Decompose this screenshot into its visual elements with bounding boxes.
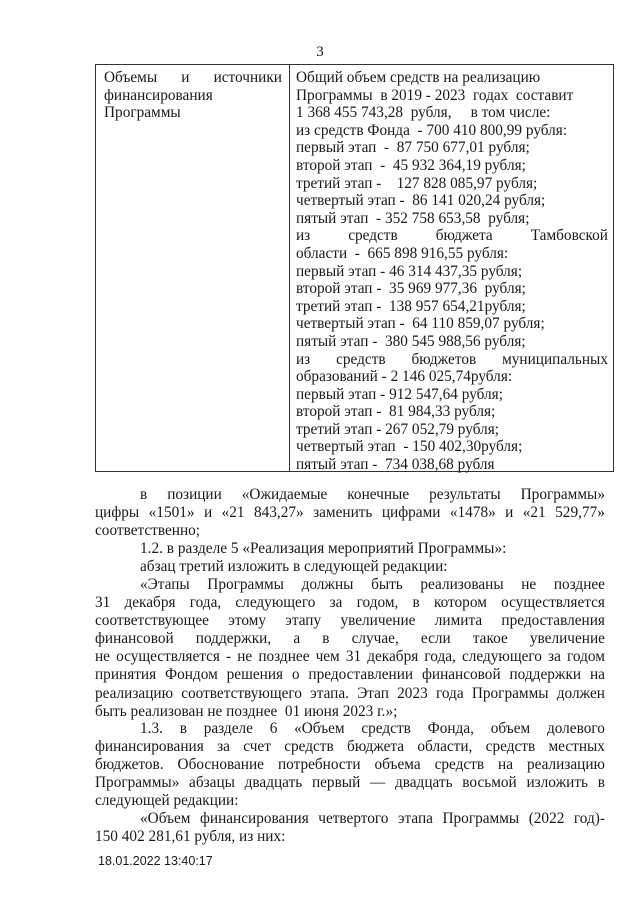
text-line	[95, 810, 605, 828]
word: потребности	[277, 756, 361, 774]
word: года,	[424, 648, 456, 666]
word: позиции	[167, 486, 222, 503]
print-timestamp: 18.01.2022 13:40:17	[98, 854, 213, 868]
word: в	[179, 720, 187, 737]
text-line: пятый этап - 734 038,68 рубля	[296, 456, 495, 474]
word: реализованы	[420, 576, 504, 593]
text-line	[104, 87, 282, 105]
text-line: четвертый этап - 150 402,30рубля;	[296, 438, 523, 456]
word: принятия	[95, 666, 157, 684]
word: Этап	[357, 684, 389, 702]
word: и	[203, 504, 213, 522]
word: бюджета	[435, 227, 493, 245]
word: увеличение	[340, 612, 416, 630]
word: если	[420, 630, 451, 648]
table-label-cell	[104, 69, 282, 122]
word: средств	[485, 738, 536, 756]
word: декабря	[124, 594, 176, 612]
word: поддержки,	[195, 630, 272, 648]
word: (2022	[528, 810, 565, 827]
word: и	[181, 69, 190, 86]
text-line: абзац третий изложить в следующей редакции:	[140, 558, 448, 576]
word: должны	[301, 576, 354, 593]
word: случае,	[351, 630, 399, 648]
word: первый	[311, 774, 361, 792]
text-line: быть реализован не позднее 01 июня 2023 г.»;	[95, 702, 398, 720]
word: лимита	[434, 612, 483, 630]
word: Объемы	[104, 69, 158, 86]
word: 31	[345, 648, 362, 666]
page-number: 3	[316, 44, 324, 60]
text-line: пятый этап - 352 758 653,58 рубля;	[296, 209, 530, 227]
word: в	[140, 486, 148, 503]
word: «21	[522, 504, 546, 522]
word: —	[369, 774, 386, 792]
paragraph-program-stages	[95, 576, 605, 721]
word: счет	[243, 738, 271, 756]
word: «Объем	[140, 810, 191, 827]
word: этапа	[397, 810, 433, 827]
word: четвертого	[318, 810, 389, 827]
text-line: области - 665 898 916,55 рубля:	[296, 244, 509, 262]
word: бюджетов	[411, 350, 477, 368]
table-value-cell	[296, 69, 608, 474]
word: увеличение	[529, 630, 605, 648]
word: муниципальных	[502, 350, 608, 368]
text-line	[95, 612, 605, 630]
word: о	[291, 666, 300, 684]
text-line: первый этап - 912 547,64 рубля;	[296, 385, 503, 403]
text-line	[95, 576, 605, 594]
word: года	[435, 684, 464, 702]
word: «Ожидаемые	[241, 486, 328, 503]
text-line	[95, 630, 605, 648]
word: финансирования	[104, 86, 213, 104]
word: средств	[336, 350, 386, 368]
word: цифрами	[381, 504, 441, 522]
word: этому	[228, 612, 266, 630]
word: заменить	[313, 504, 373, 522]
word: из	[296, 350, 311, 368]
word: предоставления	[501, 612, 605, 630]
text-line: третий этап - 138 957 654,21рубля;	[296, 297, 526, 315]
paragraph-section-6	[95, 720, 605, 810]
word: Тамбовской	[530, 227, 608, 245]
funding-table	[95, 64, 614, 472]
word: долевого	[546, 720, 605, 737]
word: позднее	[258, 648, 310, 666]
text-line	[95, 685, 605, 703]
word: источники	[213, 69, 282, 86]
word: местных	[548, 738, 605, 756]
text-line	[95, 648, 605, 666]
word: «Объем	[294, 720, 345, 737]
word: следующего	[461, 648, 542, 666]
word: не	[521, 576, 537, 593]
word: за	[217, 738, 230, 756]
word: финансовой	[95, 630, 174, 648]
word: этапа.	[310, 684, 349, 702]
text-line	[95, 666, 605, 684]
word: а	[293, 630, 301, 648]
word: финансирования	[199, 810, 309, 827]
text-line: третий этап - 267 052,79 рубля;	[296, 420, 500, 438]
paragraph-fourth-stage	[95, 810, 605, 846]
text-line	[296, 351, 608, 369]
word: двадцать	[394, 774, 453, 792]
word: не	[237, 648, 253, 666]
text-line: 1.2. в разделе 5 «Реализация мероприятий Программы»:	[140, 540, 507, 557]
word: средств	[284, 738, 334, 756]
word: средств	[361, 720, 411, 737]
text-line	[296, 227, 608, 245]
word: осуществляется	[501, 594, 605, 612]
text-line: первый этап - 87 750 677,01 рубля;	[296, 139, 530, 157]
word: 529,77»	[555, 504, 605, 522]
word: финансирования	[95, 738, 204, 756]
text-line	[95, 486, 605, 504]
word: бюджета	[347, 738, 405, 756]
word: двадцать	[244, 774, 303, 792]
word: соответствующего	[181, 684, 302, 702]
word: Программы	[104, 104, 181, 122]
word: Фондом	[165, 666, 218, 684]
word: 31	[95, 594, 111, 612]
word: Программы	[207, 576, 284, 593]
text-line: Программы в 2019 - 2023 годах составит	[296, 86, 574, 104]
word: финансовой	[421, 666, 501, 684]
word: Программы»	[95, 774, 180, 792]
word: соответствующее	[95, 612, 209, 630]
text-line: следующей редакции:	[95, 792, 239, 810]
word: «Этапы	[140, 576, 190, 593]
word: осуществляется	[116, 648, 220, 666]
word: чем	[315, 648, 340, 666]
word: средств	[348, 227, 398, 245]
word: восьмой	[462, 774, 517, 792]
word: «21	[221, 504, 245, 522]
text-line	[95, 594, 605, 612]
paragraph-section-5	[95, 540, 605, 576]
word: в	[597, 774, 605, 792]
word: результаты	[429, 486, 501, 503]
text-line	[95, 774, 605, 792]
text-line: второй этап - 81 984,33 рубля;	[296, 403, 496, 421]
text-line	[104, 69, 282, 87]
word: годом	[566, 648, 605, 666]
word: котором	[433, 594, 487, 612]
word: изложить	[526, 774, 588, 792]
word: в	[412, 594, 420, 612]
word: года,	[189, 594, 222, 612]
word: годом,	[356, 594, 399, 612]
word: быть	[371, 576, 403, 593]
text-line: образований - 2 146 025,74рубля:	[296, 368, 513, 386]
text-line: пятый этап - 380 545 988,56 рубля;	[296, 332, 526, 350]
word: позднее	[553, 576, 605, 593]
text-line	[95, 756, 605, 774]
word: решения	[226, 666, 284, 684]
text-line: соответственно;	[95, 522, 201, 540]
text-line	[95, 738, 605, 756]
text-line: из средств Фонда - 700 410 800,99 рубля:	[296, 121, 568, 139]
word: на	[498, 756, 514, 774]
text-line: Общий объем средств на реализацию	[296, 69, 541, 86]
word: Программы	[471, 684, 549, 702]
word: такое	[472, 630, 508, 648]
word: «1478»	[449, 504, 496, 522]
word: 1.3.	[140, 720, 163, 737]
text-line	[95, 720, 605, 738]
word: бюджетов.	[95, 756, 164, 774]
word: Фонда,	[427, 720, 474, 737]
word: не	[95, 648, 110, 666]
word: за	[548, 648, 561, 666]
word: объем	[490, 720, 531, 737]
text-line: второй этап - 35 969 977,36 рубля;	[296, 280, 526, 298]
word: в	[322, 630, 330, 648]
word: предоставлении	[308, 666, 414, 684]
word: и	[505, 504, 514, 522]
word: реализацию	[95, 684, 174, 702]
word: «1501»	[148, 504, 195, 522]
word: должен	[556, 684, 605, 702]
word: конечные	[347, 486, 410, 503]
word: на	[589, 666, 605, 684]
text-line: четвертый этап - 64 110 859,07 рубля;	[296, 315, 545, 333]
word: этапу	[285, 612, 322, 630]
word: поддержки	[509, 666, 582, 684]
word: Программы»	[520, 486, 605, 503]
column-divider	[289, 65, 290, 471]
text-line: первый этап - 46 314 437,35 рубля;	[296, 262, 523, 280]
text-line	[95, 504, 605, 522]
text-line: второй этап - 45 932 364,19 рубля;	[296, 156, 526, 174]
word: 2023	[397, 684, 428, 702]
paragraph-expected-results	[95, 486, 605, 540]
word: -	[226, 648, 232, 666]
word: за	[329, 594, 343, 612]
word: цифры	[95, 504, 140, 522]
word: реализацию	[526, 756, 605, 774]
word: год)-	[573, 810, 605, 827]
text-line: четвертый этап - 86 141 020,24 рубля;	[296, 192, 546, 210]
word: из	[296, 227, 311, 245]
word: абзацы	[189, 774, 235, 792]
text-line	[104, 104, 282, 122]
word: следующего	[235, 594, 316, 612]
word: объема	[374, 756, 421, 774]
text-line: 150 402 281,61 рубля, из них:	[95, 828, 286, 846]
word: 6	[269, 720, 278, 737]
word: средств	[434, 756, 485, 774]
word: области,	[417, 738, 473, 756]
word: Программы	[442, 810, 520, 827]
word: разделе	[203, 720, 253, 737]
word: Обоснование	[177, 756, 264, 774]
text-line: 1 368 455 743,28 рубля, в том числе:	[296, 104, 551, 122]
text-line: третий этап - 127 828 085,97 рубля;	[296, 174, 538, 192]
word: 843,27»	[253, 504, 304, 522]
word: декабря	[367, 648, 419, 666]
